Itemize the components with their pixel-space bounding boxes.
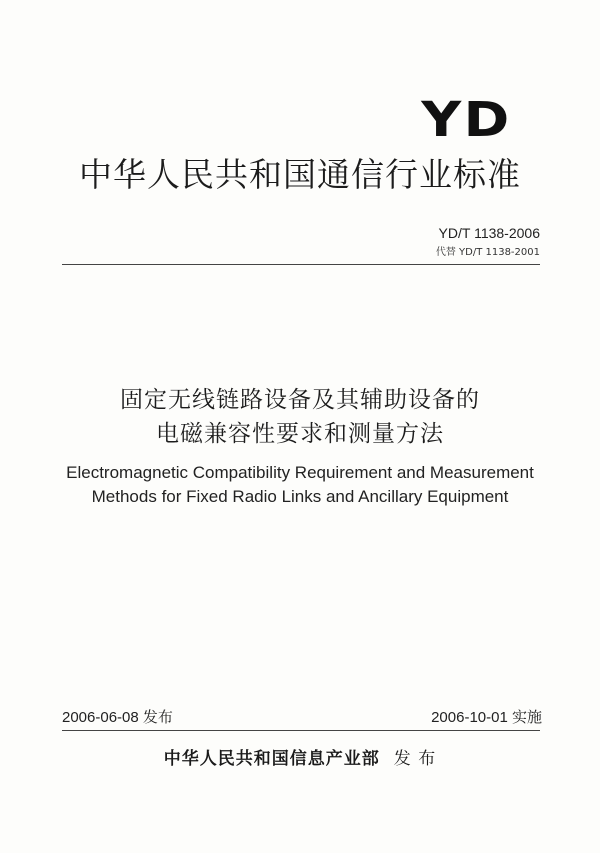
english-title-line-1: Electromagnetic Compatibility Requirement and Measurement	[66, 463, 534, 482]
footer-divider	[62, 730, 540, 731]
replaces-note: 代替 YD/T 1138-2001	[435, 247, 540, 258]
issuer-name: 中华人民共和国信息产业部	[163, 749, 380, 769]
chinese-title-line-2: 电磁兼容性要求和测量方法	[156, 421, 444, 447]
issuer-action: 发 布	[393, 749, 437, 769]
effective-date: 2006-10-01 实施	[431, 709, 542, 726]
release-date: 2006-06-08 发布	[62, 709, 173, 726]
english-title-line-2: Methods for Fixed Radio Links and Ancillary Equipment	[91, 487, 509, 506]
chinese-title-line-1: 固定无线链路设备及其辅助设备的	[120, 387, 480, 413]
header-divider	[62, 264, 540, 265]
standard-code: YD/T 1138-2006	[438, 225, 540, 241]
issuer-line	[0, 748, 600, 770]
standard-category-title: 中华人民共和国通信行业标准	[79, 155, 521, 194]
yd-logo: YD	[421, 92, 512, 148]
